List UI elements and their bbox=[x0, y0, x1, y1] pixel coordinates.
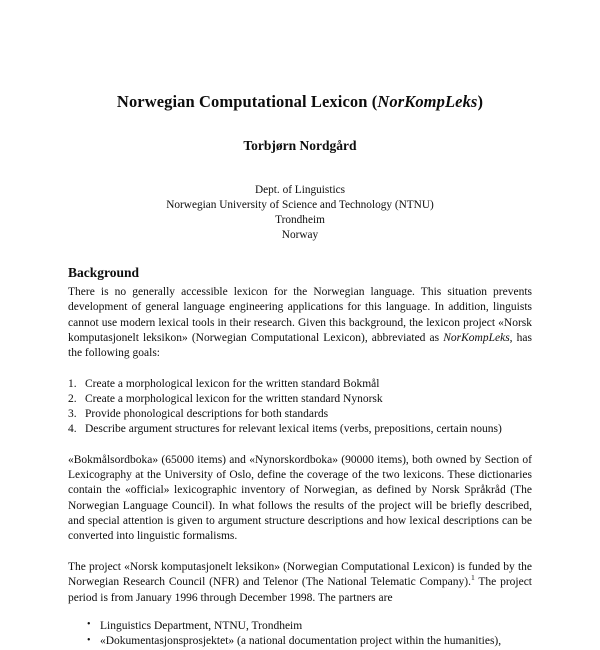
list-item: • «Dokumentasjonsprosjektet» (a national documentation project within the humanities), bbox=[68, 634, 532, 650]
list-item: Create a morphological lexicon for the written standard Bokmål bbox=[85, 377, 380, 390]
list-item: • Linguistics Department, NTNU, Trondheim bbox=[68, 619, 532, 635]
page-title bbox=[68, 0, 532, 112]
paragraph-background-intro bbox=[68, 282, 532, 362]
partners-list bbox=[68, 606, 532, 650]
author-name: Torbjørn Nordgård bbox=[243, 137, 357, 153]
affiliation-line: Trondheim bbox=[275, 214, 325, 227]
paragraph-text: The project «Norsk komputasjonelt leksikon» (Norwegian Computational Lexicon) is funded by the Norwegian Research Council (NFR) and Telenor (The National Telematic Company). bbox=[68, 560, 532, 589]
paragraph-text-cont: The project period is from January 1996 through December 1998. The partners are bbox=[68, 576, 532, 604]
footnote-reference: 1 bbox=[470, 573, 475, 583]
affiliation-line: Norway bbox=[281, 229, 319, 242]
goals-list bbox=[68, 362, 532, 438]
paragraph-text: There is no generally accessible lexicon for the Norwegian language. This situation prevents development of general language engineering applications for this language. In addition, linguists cannot use modern lexical tools in their research. Given this background, the lexicon project «Norsk komputasjonelt leksikon» (Norwegian Computational Lexicon), abbreviated as bbox=[68, 285, 532, 344]
paragraph-funding bbox=[68, 545, 532, 606]
page-title-main: Norwegian Computational Lexicon ( bbox=[116, 92, 378, 111]
list-item: Describe argument structures for relevant lexical items (verbs, prepositions, certain nouns) bbox=[85, 423, 502, 436]
section-heading-background: Background bbox=[68, 265, 140, 281]
list-item: Provide phonological descriptions for both standards bbox=[85, 408, 329, 421]
page-title-short-name: NorKompLeks bbox=[377, 92, 478, 111]
paragraph-text-cont: , has the following goals: bbox=[68, 331, 532, 360]
affiliation-line: Dept. of Linguistics bbox=[254, 183, 346, 196]
short-name-italic: NorKompLeks bbox=[443, 331, 510, 344]
list-item: Create a morphological lexicon for the written standard Nynorsk bbox=[85, 392, 383, 405]
paragraph-dictionary-coverage: «Bokmålsordboka» (65000 items) and «Nynorskordboka» (90000 items), both owned by Section of Lexicography at the University of Oslo, define the coverage of the two lexicons. These dictionaries contain the «official» lexicographic inventory of Norwegian, as defined by Norsk Språkråd (The Norwegian Language Council). In what follows the results of the project will be briefly described, and special attention is given to argument structure descriptions and how lexical descriptions can be converted into linguistic formalisms. bbox=[68, 453, 532, 543]
page-title-close-paren: ) bbox=[477, 92, 484, 111]
affiliation-block bbox=[68, 154, 532, 243]
affiliation-line: Norwegian University of Science and Technology (NTNU) bbox=[166, 199, 434, 211]
